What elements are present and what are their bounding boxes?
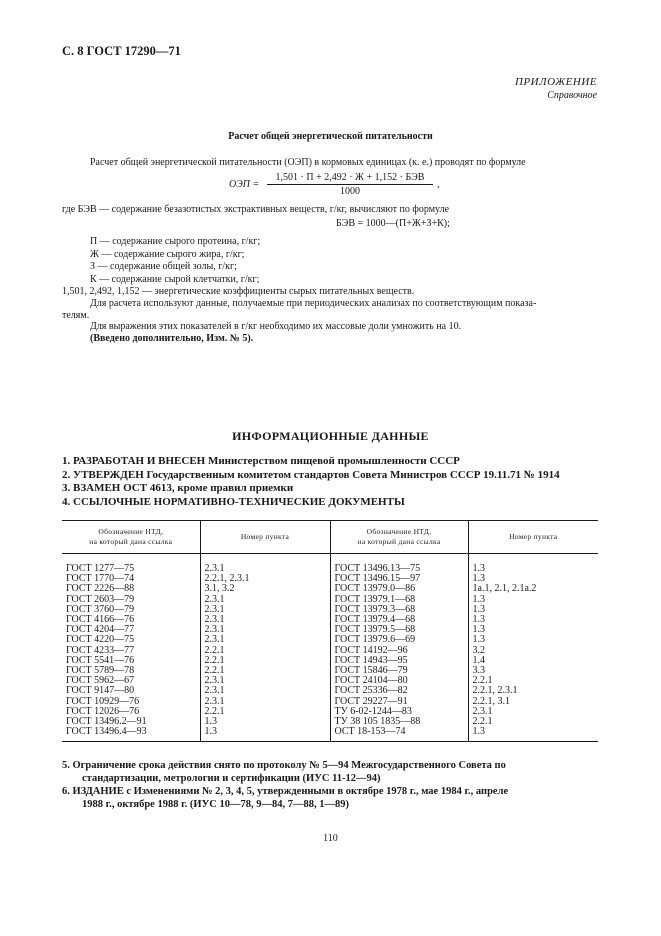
header-item-left: Номер пункта — [200, 521, 330, 554]
ntd-left-cell: ГОСТ 5962—67 — [62, 676, 200, 686]
coefficients-note: 1,501, 2,492, 1,152 — энергетические коэффициенты сырых питательных веществ. — [62, 286, 415, 297]
ntd-left-cell: ГОСТ 4166—76 — [62, 615, 200, 625]
item-right-cell: 2.2.1 — [472, 716, 493, 728]
section-title: Расчет общей энергетической питательности — [228, 131, 433, 142]
ntd-right-cell: ГОСТ 13979.4—68 — [330, 615, 468, 625]
table-row — [62, 676, 598, 686]
definition-item: Ж — содержание сырого жира, г/кг; — [90, 248, 245, 260]
ntd-right-cell: ГОСТ 13496.15—97 — [330, 574, 468, 584]
item-right-cell: 1.3 — [472, 593, 485, 605]
ntd-left-cell: ГОСТ 1277—75 — [62, 564, 200, 574]
formula-denominator: 1000 — [340, 186, 360, 197]
page-number: 110 — [323, 833, 338, 844]
ntd-left-cell: ГОСТ 1770—74 — [62, 574, 200, 584]
ntd-left-cell: ГОСТ 5789—78 — [62, 666, 200, 676]
table-end-spacer — [62, 737, 598, 742]
item-right-cell: 1.4 — [472, 654, 485, 666]
item-left-cell: 1.3 — [200, 727, 330, 737]
item-right-cell: 1.3 — [472, 603, 485, 615]
table-row — [62, 697, 598, 707]
footer-item5-line1: 5. Ограничение срока действия снято по протоколу № 5—94 Межгосударственного Совета по — [62, 760, 506, 771]
ntd-left-cell: ГОСТ 4204—77 — [62, 625, 200, 635]
item-left-cell: 2.2.1, 2.3.1 — [200, 574, 330, 584]
item-right-cell: 1.3 — [472, 573, 485, 585]
ntd-right-cell: ТУ 6-02-1244—83 — [330, 707, 468, 717]
ntd-left-cell: ГОСТ 12026—76 — [62, 707, 200, 717]
ntd-right-cell: ГОСТ 13979.1—68 — [330, 595, 468, 605]
info-title: ИНФОРМАЦИОННЫЕ ДАННЫЕ — [232, 429, 429, 443]
bev-formula: БЭВ = 1000—(П+Ж+З+К); — [336, 218, 450, 229]
item-left-cell: 2.3.1 — [200, 625, 330, 635]
ntd-right-cell: ГОСТ 13979.3—68 — [330, 605, 468, 615]
table-row — [62, 595, 598, 605]
table-row — [62, 666, 598, 676]
item-left-cell: 1.3 — [200, 717, 330, 727]
ntd-left-cell: ГОСТ 3760—79 — [62, 605, 200, 615]
appendix-sublabel: Справочное — [547, 90, 597, 101]
item-left-cell: 2.2.1 — [200, 707, 330, 717]
ntd-right-cell: ГОСТ 13979.5—68 — [330, 625, 468, 635]
table-row — [62, 686, 598, 696]
item-right-cell: 1.3 — [472, 624, 485, 636]
ntd-left-cell: ГОСТ 5541—76 — [62, 656, 200, 666]
ntd-right-cell: ГОСТ 25336—82 — [330, 686, 468, 696]
item-left-cell: 2.2.1 — [200, 646, 330, 656]
table-row — [62, 646, 598, 656]
item-right-cell: 3.3 — [472, 665, 485, 677]
item-left-cell: 3.1, 3.2 — [200, 584, 330, 594]
bev-description: где БЭВ — содержание безазотистых экстрактивных веществ, г/кг, вычисляют по формуле — [62, 204, 450, 215]
item-right-cell: 2.2.1, 3.1 — [472, 695, 510, 707]
item-left-cell: 2.3.1 — [200, 676, 330, 686]
ntd-left-cell: ГОСТ 13496.2—91 — [62, 717, 200, 727]
item-left-cell: 2.2.1 — [200, 666, 330, 676]
table-row — [62, 584, 598, 594]
item-right-cell: 1.3 — [472, 726, 485, 738]
ntd-left-cell: ГОСТ 10929—76 — [62, 697, 200, 707]
ntd-left-cell: ГОСТ 13496.4—93 — [62, 727, 200, 737]
formula-numerator: 1,501 · П + 2,492 · Ж + 1,152 · БЭВ — [267, 172, 433, 185]
item-left-cell: 2.3.1 — [200, 605, 330, 615]
definition-item: З — содержание общей золы, г/кг; — [90, 261, 237, 272]
item-right-cell: 2.2.1, 2.3.1 — [472, 685, 518, 697]
item-right-cell: 3.2 — [472, 644, 485, 656]
footer-notes — [62, 759, 602, 811]
ntd-right-cell: ГОСТ 24104—80 — [330, 676, 468, 686]
footer-item6-line2: 1988 г., октябре 1988 г. (ИУС 10—78, 9—84, 7—88, 1—89) — [82, 799, 349, 810]
conversion-note: Для выражения этих показателей в г/кг необходимо их массовые доли умножить на 10. — [90, 321, 462, 332]
ntd-left-cell: ГОСТ 4220—75 — [62, 635, 200, 645]
header-ntd-line2: на который дана ссылка — [357, 537, 441, 546]
item-right-cell: 2.3.1 — [472, 705, 493, 717]
item-left-cell: 2.3.1 — [200, 595, 330, 605]
header-ntd-line1: Обозначение НТД, — [98, 527, 164, 536]
table-spacer — [62, 554, 598, 565]
ntd-right-cell: ГОСТ 14192—96 — [330, 646, 468, 656]
ntd-left-cell: ГОСТ 2603—79 — [62, 595, 200, 605]
references-table — [62, 520, 598, 742]
table-row — [62, 656, 598, 666]
item-left-cell: 2.3.1 — [200, 615, 330, 625]
header-ntd-line1: Обозначение НТД, — [366, 527, 432, 536]
table-row — [62, 635, 598, 645]
formula-lhs: ОЭП = — [229, 179, 260, 190]
table-row — [62, 605, 598, 615]
ntd-left-cell: ГОСТ 2226—88 — [62, 584, 200, 594]
item-left-cell: 2.3.1 — [200, 564, 330, 574]
item-left-cell: 2.3.1 — [200, 697, 330, 707]
table-row — [62, 615, 598, 625]
item-right-cell: 2.2.1 — [472, 675, 493, 687]
usage-note-line2: телям. — [62, 310, 90, 321]
header-ntd-left — [62, 521, 200, 554]
info-item: 3. ВЗАМЕН ОСТ 4613, кроме правил приемки — [62, 482, 294, 494]
footer-item6-line1: 6. ИЗДАНИЕ с Изменениями № 2, 3, 4, 5, утвержденными в октябре 1978 г., мае 1984 г., апреле — [62, 786, 509, 797]
info-list — [62, 455, 560, 509]
item-right-cell: 1.3 — [472, 634, 485, 646]
info-item: 1. РАЗРАБОТАН И ВНЕСЕН Министерством пищевой промышленности СССР — [62, 455, 460, 467]
ntd-right-cell: ГОСТ 14943—95 — [330, 656, 468, 666]
table-body — [62, 554, 598, 742]
item-right-cell: 1a.1, 2.1, 2.1a.2 — [472, 583, 537, 595]
ntd-right-cell: ГОСТ 13979.6—69 — [330, 635, 468, 645]
header-ntd-right — [330, 521, 468, 554]
ntd-right-cell: ГОСТ 15846—79 — [330, 666, 468, 676]
item-right-cell: 1.3 — [472, 563, 485, 574]
ntd-left-cell: ГОСТ 4233—77 — [62, 646, 200, 656]
info-item: 2. УТВЕРЖДЕН Государственным комитетом стандартов Совета Министров СССР 19.11.71 № 1914 — [62, 468, 560, 481]
ntd-right-cell: ОСТ 18-153—74 — [330, 727, 468, 737]
definitions-list — [90, 236, 260, 286]
header-ntd-line2: на который дана ссылка — [89, 537, 173, 546]
table-header-row — [62, 521, 598, 554]
definition-item: П — содержание сырого протеина, г/кг; — [90, 236, 261, 247]
ntd-right-cell: ГОСТ 13496.13—75 — [330, 564, 468, 574]
item-left-cell: 2.3.1 — [200, 635, 330, 645]
definition-item: К — содержание сырой клетчатки, г/кг; — [90, 273, 260, 285]
ntd-right-cell: ТУ 38 105 1835—88 — [330, 717, 468, 727]
usage-note-line1: Для расчета используют данные, получаемые при периодических анализах по соответствующим показа- — [90, 298, 537, 309]
appendix-label-block — [515, 76, 597, 102]
ntd-left-cell: ГОСТ 9147—80 — [62, 686, 200, 696]
introduced-note: (Введено дополнительно, Изм. № 5). — [90, 333, 254, 344]
appendix-label: ПРИЛОЖЕНИЕ — [515, 76, 597, 88]
item-right-cell: 1.3 — [472, 614, 485, 626]
table-row — [62, 564, 598, 574]
ntd-right-cell: ГОСТ 29227—91 — [330, 697, 468, 707]
table-row — [62, 727, 598, 737]
page-header: С. 8 ГОСТ 17290—71 — [62, 44, 181, 58]
formula-fraction — [267, 172, 433, 197]
header-item-right: Номер пункта — [468, 521, 598, 554]
item-left-cell: 2.3.1 — [200, 686, 330, 696]
formula-trailing: , — [437, 179, 440, 190]
intro-paragraph: Расчет общей энергетической питательности (ОЭП) в кормовых единицах (к. е.) проводят по формуле — [90, 157, 526, 168]
info-item: 4. ССЫЛОЧНЫЕ НОРМАТИВНО-ТЕХНИЧЕСКИЕ ДОКУМЕНТЫ — [62, 495, 405, 508]
table-row — [62, 625, 598, 635]
footer-item5-line2: стандартизации, метрологии и сертификации (ИУС 11-12—94) — [82, 773, 381, 784]
item-left-cell: 2.2.1 — [200, 656, 330, 666]
ntd-right-cell: ГОСТ 13979.0—86 — [330, 584, 468, 594]
